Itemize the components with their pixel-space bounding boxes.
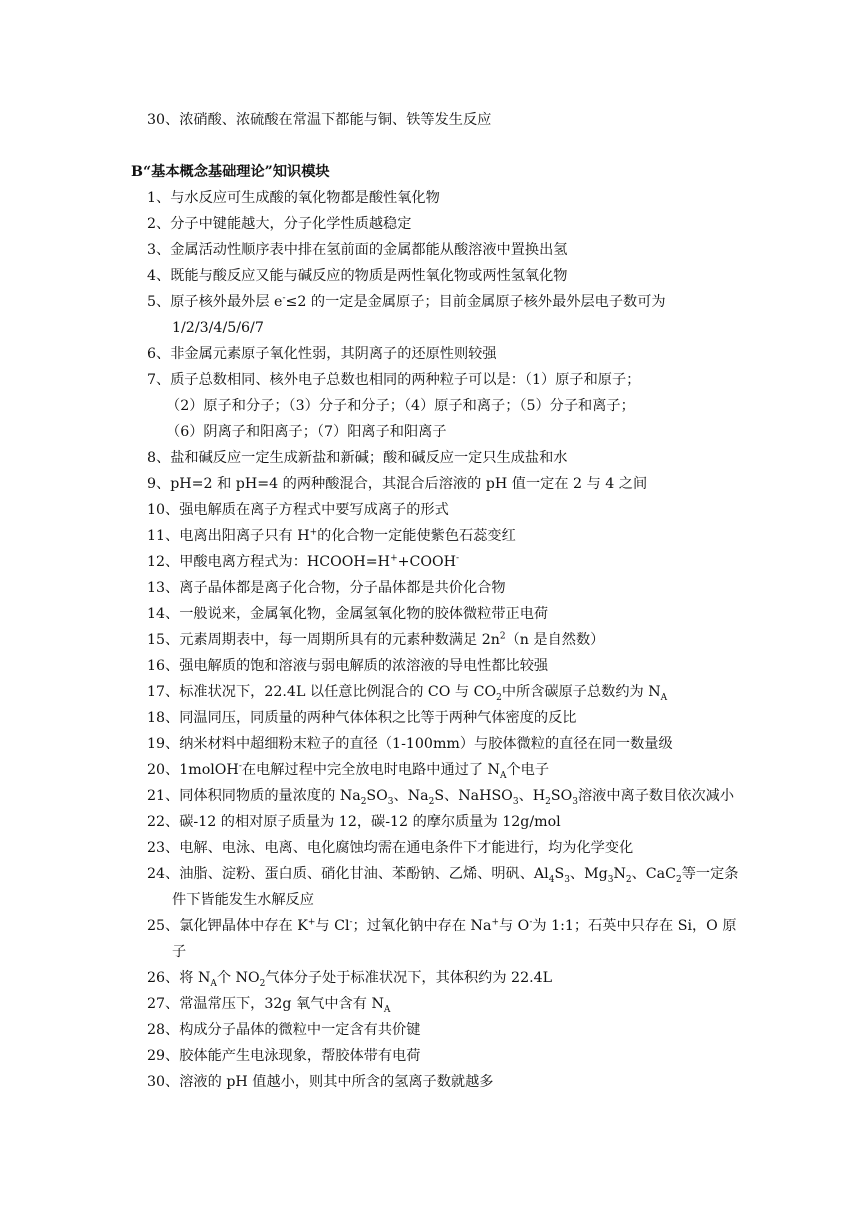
list-item: 8、盐和碱反应一定生成新盐和新碱；酸和碱反应一定只生成盐和水: [147, 450, 568, 466]
item-text: 27、常温常压下，32g 氧气中含有 N: [147, 996, 384, 1012]
list-item: [147, 549, 459, 575]
superscript: +: [309, 527, 318, 538]
item-text: 24、油脂、淀粉、蛋白质、硝化甘油、苯酚钠、乙烯、明矾、Al: [147, 866, 549, 882]
subscript: 2: [428, 796, 435, 807]
subscript: 2: [496, 692, 502, 703]
item-text: 溶液中离子数目依次减小: [577, 788, 735, 804]
item-text: 中所含碳原子总数约为 N: [501, 684, 661, 700]
subscript: 4: [548, 874, 555, 885]
item-text: 20、1molOH: [147, 762, 239, 778]
list-item: 23、电解、电泳、电离、电化腐蚀均需在通电条件下才能进行，均为化学变化: [147, 840, 634, 856]
item-text: 5、原子核外最外层 e: [147, 294, 283, 310]
list-item: 2、分子中键能越大，分子化学性质越稳定: [147, 216, 412, 232]
subscript: 2: [360, 796, 367, 807]
subscript: A: [210, 978, 217, 989]
list-item: 3、金属活动性顺序表中排在氢前面的金属都能从酸溶液中置换出氢: [147, 242, 568, 258]
superscript: -: [529, 917, 533, 928]
subscript: 3: [607, 874, 614, 885]
superscript: +: [307, 917, 316, 928]
item-text: 17、标准状况下，22.4L 以任意比例混合的 CO 与 CO: [147, 684, 497, 700]
item-text: ；过氧化钠中存在 Na: [352, 918, 492, 934]
subscript: 2: [675, 874, 682, 885]
item-text: 为 1:1；石英中只存在 Si，O 原: [532, 918, 737, 934]
superscript: -: [349, 917, 353, 928]
item-text: 在电解过程中完全放电时电路中通过了 N: [241, 762, 500, 778]
subscript: A: [499, 770, 507, 781]
item-text: 个电子: [506, 762, 550, 778]
item-text: S、NaHSO: [434, 788, 513, 804]
item-text: 21、同体积同物质的量浓度的 Na: [147, 788, 361, 804]
list-item: 9、pH=2 和 pH=4 的两种酸混合，其混合后溶液的 pH 值一定在 2 与 4 之间: [147, 476, 648, 492]
list-item-continuation: 子: [172, 944, 187, 960]
subscript: 2: [259, 978, 266, 989]
superscript: +: [491, 917, 499, 928]
list-item: 28、构成分子晶体的微粒中一定含有共价键: [147, 1022, 421, 1038]
item-text: （n 是自然数）: [505, 632, 605, 648]
item-text: 与 Cl: [315, 918, 350, 934]
list-item: 1、与水反应可生成酸的氧化物都是酸性氧化物: [147, 190, 440, 206]
list-item: 14、一般说来，金属氧化物，金属氢氧化物的胶体微粒带正电荷: [147, 606, 549, 622]
list-item: 4、既能与酸反应又能与碱反应的物质是两性氧化物或两性氢氧化物: [147, 268, 568, 284]
superscript: -: [238, 761, 242, 772]
list-item: 18、同温同压，同质量的两种气体体积之比等于两种气体密度的反比: [147, 710, 577, 726]
item-text: N: [613, 866, 626, 882]
subscript: 2: [625, 874, 632, 885]
list-item: 10、强电解质在离子方程式中要写成离子的形式: [147, 502, 449, 518]
item-text: 12、甲酸电离方程式为：HCOOH=H: [147, 554, 391, 570]
list-item-continuation: （6）阴离子和阳离子；（7）阳离子和阳离子: [166, 424, 447, 440]
superscript: -: [456, 553, 460, 564]
section-heading: B“基本概念基础理论”知识模块: [131, 164, 330, 180]
item-text: 、Na: [393, 788, 429, 804]
list-item-continuation: （2）原子和分子；（3）分子和分子；（4）原子和离子；（5）分子和离子；: [166, 398, 635, 414]
subscript: A: [383, 1004, 391, 1015]
subscript: 3: [387, 796, 394, 807]
item-text: 的化合物一定能使紫色石蕊变红: [317, 528, 516, 544]
item-text: 、H: [518, 788, 546, 804]
list-item: 22、碳-12 的相对原子质量为 12，碳-12 的摩尔质量为 12g/mol: [147, 814, 561, 830]
list-item: [147, 679, 667, 705]
subscript: 3: [512, 796, 519, 807]
item-text: ≤2 的一定是金属原子；目前金属原子核外最外层电子数可为: [285, 294, 666, 310]
list-item-continuation: 1/2/3/4/5/6/7: [172, 320, 264, 336]
list-item: [147, 627, 604, 653]
list-item: 13、离子晶体都是离子化合物，分子晶体都是共价化合物: [147, 580, 506, 596]
superscript: +: [390, 553, 398, 564]
list-item: [147, 757, 549, 783]
item-text: SO: [550, 788, 573, 804]
list-item: [147, 965, 552, 991]
list-item: [147, 861, 738, 887]
item-text: SO: [366, 788, 388, 804]
list-item: 29、胶体能产生电泳现象，帮胶体带有电荷: [147, 1048, 421, 1064]
subscript: 3: [564, 874, 570, 885]
list-item-continuation: 件下皆能发生水解反应: [172, 892, 314, 908]
list-item: 7、质子总数相同、核外电子总数也相同的两种粒子可以是：（1）原子和原子；: [147, 372, 641, 388]
subscript: 2: [545, 796, 551, 807]
item-text: 气体分子处于标准状况下，其体积约为 22.4L: [265, 970, 553, 986]
item-text: S: [554, 866, 565, 882]
list-item: 30、溶液的 pH 值越小，则其中所含的氢离子数就越多: [147, 1074, 494, 1090]
list-item: 6、非金属元素原子氧化性弱，其阴离子的还原性则较强: [147, 346, 497, 362]
item-text: 15、元素周期表中，每一周期所具有的元素种数满足 2n: [147, 632, 500, 648]
list-item: [147, 913, 737, 939]
item-text: 11、电离出阳离子只有 H: [147, 528, 310, 544]
subscript: A: [660, 692, 668, 703]
item-text: 与 O: [498, 918, 530, 934]
list-item: [147, 523, 516, 549]
list-item: [147, 991, 390, 1017]
superscript: -: [282, 293, 286, 304]
prev-item-30: 30、浓硝酸、浓硫酸在常温下都能与铜、铁等发生反应: [147, 112, 492, 128]
subscript: 3: [572, 796, 578, 807]
item-text: 、CaC: [631, 866, 676, 882]
item-text: 25、氯化钾晶体中存在 K: [147, 918, 308, 934]
list-item: [147, 289, 666, 315]
item-text: 等一定条: [681, 866, 739, 882]
item-text: 个 NO: [216, 970, 260, 986]
list-item: 16、强电解质的饱和溶液与弱电解质的浓溶液的导电性都比较强: [147, 658, 549, 674]
item-text: 、Mg: [569, 866, 608, 882]
list-item: 19、纳米材料中超细粉末粒子的直径（1-100mm）与胶体微粒的直径在同一数量级: [147, 736, 673, 752]
list-item: [147, 783, 734, 809]
superscript: 2: [499, 631, 506, 642]
item-text: 26、将 N: [147, 970, 211, 986]
item-text: +COOH: [397, 554, 456, 570]
